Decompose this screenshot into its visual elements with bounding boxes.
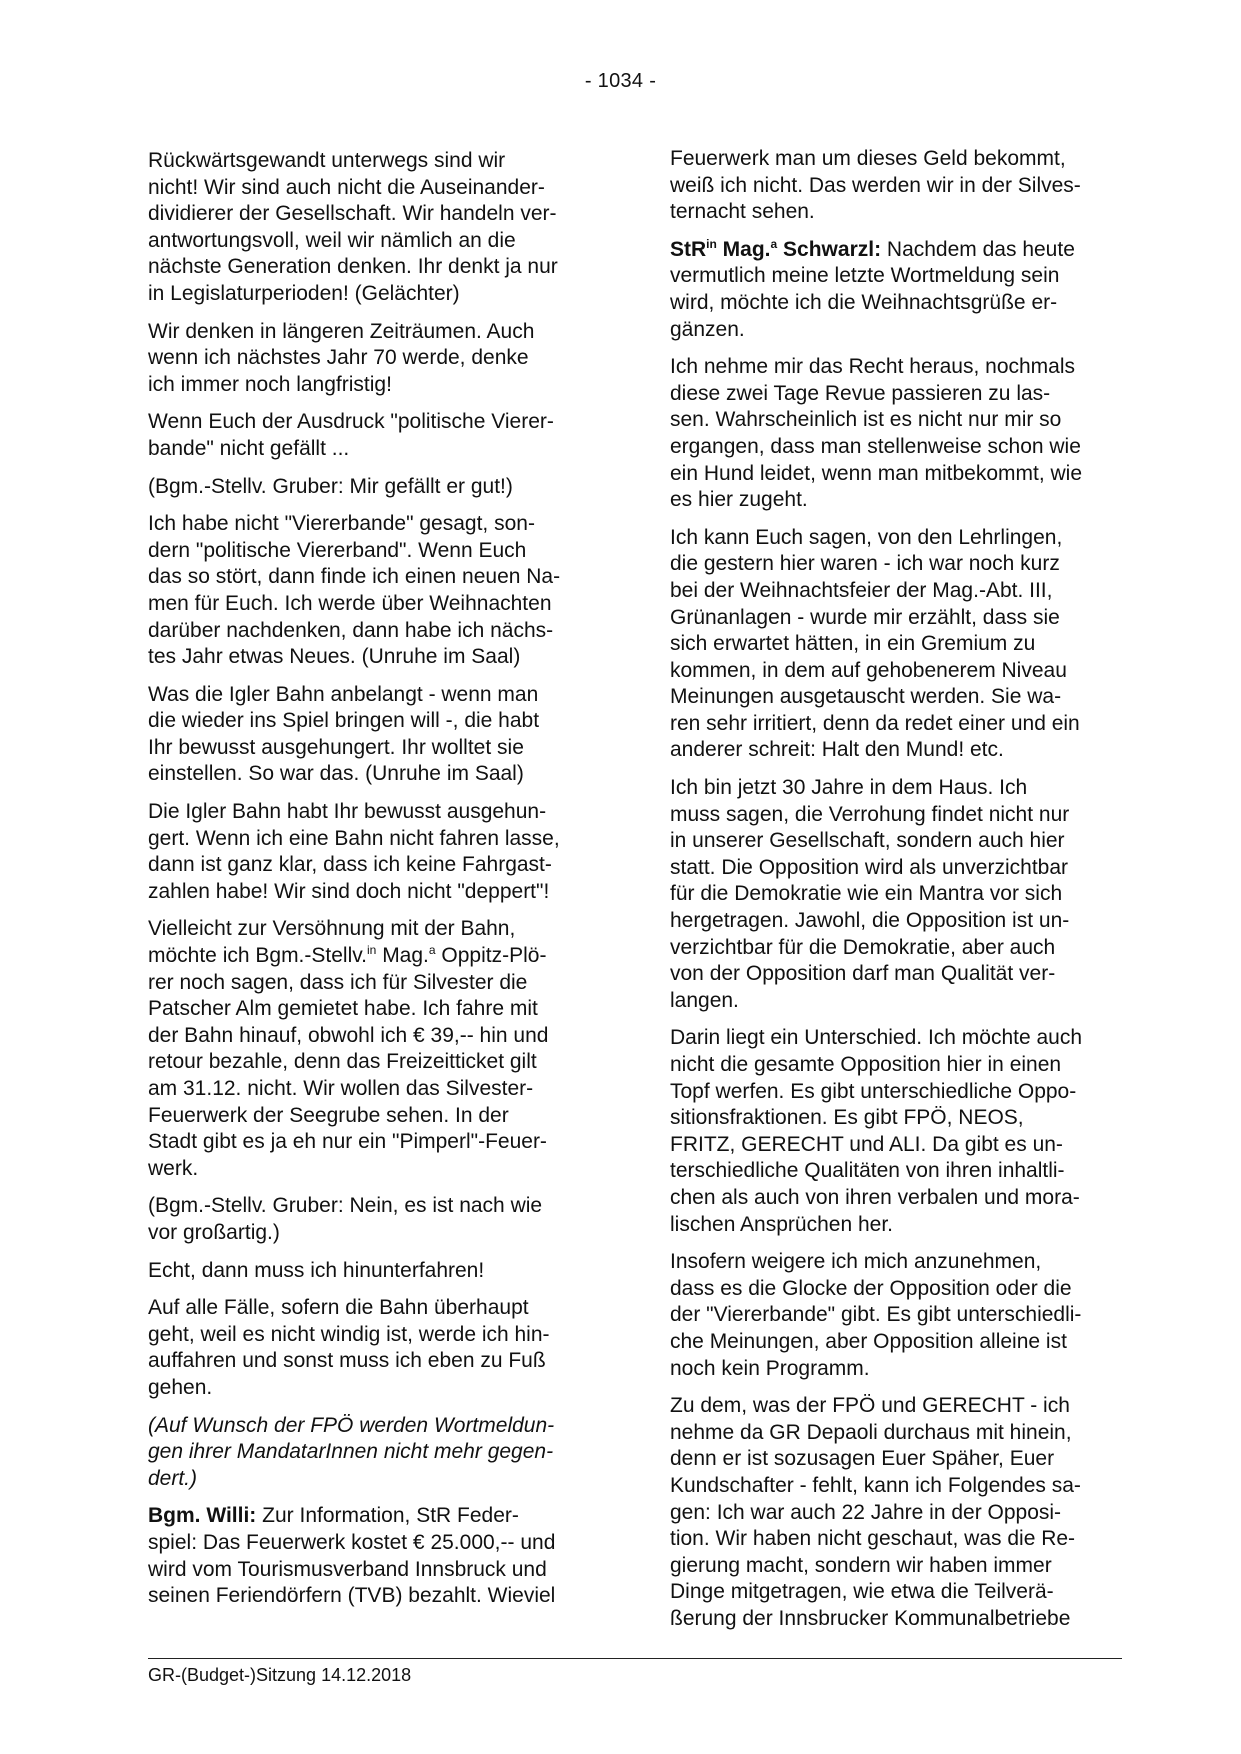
footer-divider (148, 1658, 1122, 1659)
text-run: Schwarzl: (777, 237, 882, 261)
editorial-note: (Auf Wunsch der FPÖ werden Wortmeldun- gen ihrer MandatarInnen nicht mehr gegen- dert.) (148, 1413, 555, 1490)
text-run: Nachdem das heute vermutlich meine letzte Wortmeldung sein wird, möchte ich die Weihnachtsgrüße er- gänzen. (670, 237, 1075, 341)
paragraph: Ich habe nicht "Viererbande" gesagt, son- dern "politische Viererband". Wenn Euch das so stört, dann finde ich einen neuen Na- men für Euch. Ich werde über Weihnachten darüber nachdenken, dann habe ich nächs- tes Jahr etwas Neues. (Unruhe im Saal) (148, 512, 561, 669)
paragraph: Echt, dann muss ich hinunterfahren! (148, 1258, 485, 1282)
text-run: Mag. (716, 237, 771, 261)
paragraph: Feuerwerk man um dieses Geld bekommt, weiß ich nicht. Das werden wir in der Silves- ternacht sehen. (670, 147, 1081, 224)
text-run: Oppitz-Plö- rer noch sagen, dass ich für Silvester die Patscher Alm gemietet habe. Ich fahre mit der Bahn hinauf, obwohl ich € 39,-- hin und retour bezahle, denn das Freizeitticket gilt am 31.12. nicht. Wir wollen das Silvester- Feuerwerk der Seegrube sehen. In der Stadt gibt es ja eh nur ein "Pimperl"-Feuer- werk. (148, 944, 549, 1180)
interjection: (Bgm.-Stellv. Gruber: Nein, es ist nach wie vor großartig.) (148, 1194, 543, 1244)
superscript: in (706, 236, 717, 251)
paragraph (670, 237, 1125, 343)
interjection: (Bgm.-Stellv. Gruber: Mir gefällt er gut!) (148, 474, 513, 498)
text-run: StR (670, 237, 707, 261)
superscript: a (428, 943, 436, 958)
paragraph: Ich bin jetzt 30 Jahre in dem Haus. Ich muss sagen, die Verrohung findet nicht nur in unserer Gesellschaft, sondern auch hier statt. Die Opposition wird als unverzichtbar für die Demokratie wie ein Mantra vor sich hergetragen. Jawohl, die Opposition ist un- verzichtbar für die Demokratie, aber auch von der Opposition darf man Qualität ver- langen. (670, 776, 1070, 1012)
paragraph: Wir denken in längeren Zeiträumen. Auch wenn ich nächstes Jahr 70 werde, denke ich immer noch langfristig! (148, 319, 535, 396)
text-run: Vielleicht zur Versöhnung mit der Bahn, möchte ich Bgm.-Stellv. (148, 917, 516, 968)
paragraph: Rückwärtsgewandt unterwegs sind wir nicht! Wir sind auch nicht die Auseinander- dividierer der Gesellschaft. Wir handeln ver- antwortungsvoll, weil wir nämlich an die nächste Generation denken. Ihr denkt ja nur in Legislaturperioden! (Gelächter) (148, 149, 558, 305)
speaker-name: Bgm. Willi: (148, 1504, 257, 1528)
paragraph (148, 1503, 603, 1609)
text-run: Mag. (376, 944, 429, 968)
left-column (148, 148, 603, 1621)
footer-session: GR-(Budget-)Sitzung 14.12.2018 (148, 1665, 412, 1685)
paragraph: Zu dem, was der FPÖ und GERECHT - ich nehme da GR Depaoli durchaus mit hinein, denn er ist sozusagen Euer Späher, Euer Kundschafter - fehlt, kann ich Folgendes sa- gen: Ich war auch 22 Jahre in der Opposi- tion. Wir haben nicht geschaut, was die Re- gierung macht, sondern wir haben immer Dinge mitgetragen, wie etwa die Teilverä- ßerung der Innsbrucker Kommunalbetriebe (670, 1394, 1081, 1630)
superscript: a (770, 236, 778, 251)
page-number: - 1034 - (584, 70, 657, 92)
paragraph: Die Igler Bahn habt Ihr bewusst ausgehun- gert. Wenn ich eine Bahn nicht fahren lasse, dann ist ganz klar, dass ich keine Fahrgast- zahlen habe! Wir sind doch nicht "deppert"! (148, 800, 560, 903)
text-run: Zur Information, StR Feder- spiel: Das Feuerwerk kostet € 25.000,-- und wird vom Tourismusverband Innsbruck und seinen Feriendörfern (TVB) bezahlt. Wieviel (148, 1504, 556, 1608)
paragraph: Was die Igler Bahn anbelangt - wenn man die wieder ins Spiel bringen will -, die habt Ihr bewusst ausgehungert. Ihr wolltet sie einstellen. So war das. (Unruhe im Saal) (148, 682, 540, 786)
paragraph: Wenn Euch der Ausdruck "politische Vierer- bande" nicht gefällt ... (148, 410, 554, 460)
speaker-name (670, 238, 881, 261)
paragraph: Ich nehme mir das Recht heraus, nochmals diese zwei Tage Revue passieren zu las- sen. Wahrscheinlich ist es nicht nur mir so ergangen, dass man stellenweise schon wie ein Hund leidet, wenn man mitbekommt, wie es hier zugeht. (670, 355, 1083, 512)
paragraph: Auf alle Fälle, sofern die Bahn überhaupt geht, weil es nicht windig ist, werde ich hin- auffahren und sonst muss ich eben zu Fuß gehen. (148, 1296, 550, 1399)
right-column (670, 146, 1125, 1643)
paragraph: Darin liegt ein Unterschied. Ich möchte auch nicht die gesamte Opposition hier in einen Topf werfen. Es gibt unterschiedliche Oppo- sitionsfraktionen. Es gibt FPÖ, NEOS, FRITZ, GERECHT und ALI. Da gibt es un- terschiedliche Qualitäten von ihren inhaltli- chen als auch von ihren verbalen und mora- lischen Ansprüchen her. (670, 1026, 1083, 1236)
superscript: in (367, 943, 377, 958)
paragraph: Ich kann Euch sagen, von den Lehrlingen, die gestern hier waren - ich war noch kurz bei der Weihnachtsfeier der Mag.-Abt. III, Grünanlagen - wurde mir erzählt, dass sie sich erwartet hätten, in ein Gremium zu kommen, in dem auf gehobenerem Niveau Meinungen ausgetauscht werden. Sie wa- ren sehr irritiert, denn da redet einer und ein anderer schreit: Halt den Mund! etc. (670, 525, 1080, 762)
paragraph: Insofern weigere ich mich anzunehmen, dass es die Glocke der Opposition oder die der "Viererbande" gibt. Es gibt unterschiedli- che Meinungen, aber Opposition alleine ist noch kein Programm. (670, 1250, 1082, 1380)
paragraph (148, 916, 603, 1182)
